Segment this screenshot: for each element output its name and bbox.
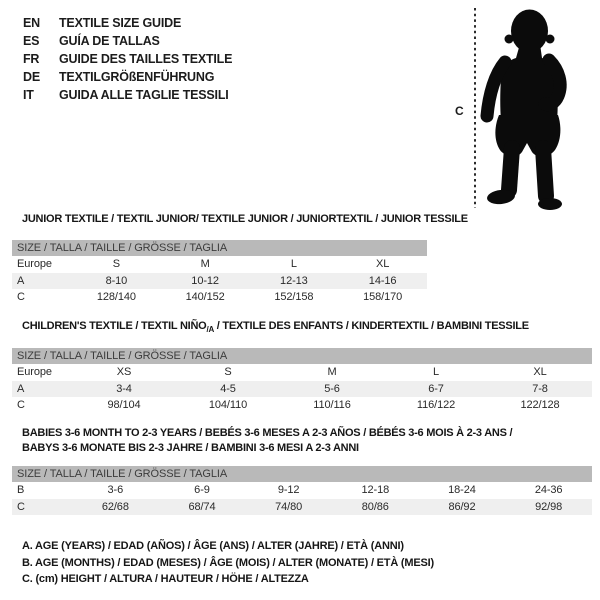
size-header-bar bbox=[12, 240, 427, 256]
size-header-label: SIZE / TALLA / TAILLE / GRÖSSE / TAGLIA bbox=[12, 466, 592, 482]
row-label: Europe bbox=[17, 366, 52, 379]
size-cell: 3-6 bbox=[107, 484, 124, 497]
junior-section-title: JUNIOR TEXTILE / TEXTIL JUNIOR/ TEXTILE JUNIOR / JUNIORTEXTIL / JUNIOR TESSILE bbox=[22, 213, 468, 225]
size-cell: 104/110 bbox=[208, 399, 248, 412]
table-row-a bbox=[12, 381, 592, 398]
size-cell: 68/74 bbox=[159, 499, 246, 516]
language-title: GUÍA DE TALLAS bbox=[59, 34, 160, 48]
size-cell: 9-12 bbox=[277, 484, 300, 497]
size-cell: 122/128 bbox=[520, 399, 560, 412]
language-code: IT bbox=[23, 88, 34, 102]
children-title-subscript: /A bbox=[206, 324, 214, 334]
size-cell: M bbox=[327, 366, 337, 379]
table-row-b bbox=[12, 482, 592, 499]
language-header bbox=[23, 14, 232, 104]
size-cell: 98/104 bbox=[107, 399, 141, 412]
row-label: B bbox=[17, 484, 25, 497]
language-row-es bbox=[23, 32, 232, 50]
size-cell: 12-13 bbox=[250, 273, 339, 290]
size-cell: 116/122 bbox=[416, 399, 456, 412]
size-cell: M bbox=[200, 258, 210, 271]
babies-title-line1: BABIES 3-6 MONTH TO 2-3 YEARS / BEBÉS 3-6 MESES A 2-3 AÑOS / BÉBÉS 3-6 MOIS À 2-3 ANS / bbox=[22, 427, 513, 439]
baby-figure bbox=[450, 0, 600, 215]
size-cell: XL bbox=[533, 366, 547, 379]
size-header-bar bbox=[12, 466, 592, 482]
size-header-label: SIZE / TALLA / TAILLE / GRÖSSE / TAGLIA bbox=[12, 348, 592, 364]
size-cell: 74/80 bbox=[245, 499, 332, 516]
size-cell: 24-36 bbox=[534, 484, 563, 497]
size-cell: XL bbox=[375, 258, 390, 271]
size-cell: 128/140 bbox=[96, 291, 136, 304]
table-row-a bbox=[12, 273, 427, 290]
children-title-pre: CHILDREN'S TEXTILE / TEXTIL NIÑO bbox=[22, 320, 207, 332]
size-cell: 6-7 bbox=[384, 381, 488, 398]
legend-line-b: B. AGE (MONTHS) / EDAD (MESES) / ÂGE (MOIS) / ALTER (MONATE) / ETÀ (MESI) bbox=[22, 556, 434, 569]
language-code: FR bbox=[23, 52, 40, 66]
size-cell: S bbox=[224, 366, 232, 379]
row-label: C bbox=[12, 499, 72, 516]
row-label: A bbox=[12, 273, 72, 290]
size-header-label: SIZE / TALLA / TAILLE / GRÖSSE / TAGLIA bbox=[12, 240, 427, 256]
legend-line-a: A. AGE (YEARS) / EDAD (AÑOS) / ÂGE (ANS) / ALTER (JAHRE) / ETÀ (ANNI) bbox=[22, 540, 404, 552]
size-cell: 110/116 bbox=[313, 399, 351, 412]
language-title: TEXTILGRÖßENFÜHRUNG bbox=[59, 70, 215, 84]
baby-silhouette-image bbox=[450, 0, 600, 215]
size-cell: 86/92 bbox=[419, 499, 506, 516]
language-title: TEXTILE SIZE GUIDE bbox=[59, 16, 182, 30]
row-label: A bbox=[12, 381, 72, 398]
size-cell: 152/158 bbox=[274, 291, 314, 304]
table-row-europe bbox=[12, 256, 427, 273]
table-row-c bbox=[12, 289, 427, 306]
size-cell: 62/68 bbox=[72, 499, 159, 516]
size-cell: 140/152 bbox=[185, 291, 225, 304]
row-label: C bbox=[17, 399, 25, 412]
size-cell: XS bbox=[116, 366, 132, 379]
height-marker-label: C bbox=[455, 104, 464, 118]
legend-line-c: C. (cm) HEIGHT / ALTURA / HAUTEUR / HÖHE / ALTEZZA bbox=[22, 573, 309, 585]
table-row-europe bbox=[12, 364, 592, 381]
size-cell: L bbox=[290, 258, 297, 271]
children-section-title bbox=[22, 320, 529, 332]
language-title: GUIDE DES TAILLES TEXTILE bbox=[59, 52, 233, 66]
size-cell: 158/170 bbox=[363, 291, 403, 304]
size-cell: 5-6 bbox=[280, 381, 384, 398]
size-cell: 7-8 bbox=[488, 381, 592, 398]
babies-section-title bbox=[22, 426, 512, 456]
size-cell: S bbox=[112, 258, 120, 271]
language-row-it bbox=[23, 86, 232, 104]
size-cell: 18-24 bbox=[448, 484, 476, 497]
junior-size-table bbox=[12, 240, 427, 306]
size-cell: 12-18 bbox=[361, 484, 390, 497]
language-row-en bbox=[23, 14, 232, 32]
babies-title-line2: BABYS 3-6 MONATE BIS 2-3 JAHRE / BAMBINI 3-6 MESI A 2-3 ANNI bbox=[22, 442, 359, 454]
language-row-de bbox=[23, 68, 232, 86]
size-cell: 4-5 bbox=[176, 381, 280, 398]
measurement-legend bbox=[22, 538, 434, 588]
baby-silhouette bbox=[495, 10, 560, 157]
size-cell: 6-9 bbox=[194, 484, 210, 497]
language-code: ES bbox=[23, 34, 40, 48]
size-cell: 3-4 bbox=[72, 381, 176, 398]
size-header-bar bbox=[12, 348, 592, 364]
babies-size-table bbox=[12, 466, 592, 515]
table-row-c bbox=[12, 397, 592, 414]
language-title: GUIDA ALLE TAGLIE TESSILI bbox=[59, 88, 229, 102]
size-cell: L bbox=[432, 366, 440, 379]
size-cell: 14-16 bbox=[338, 273, 427, 290]
size-cell: 80/86 bbox=[332, 499, 419, 516]
size-cell: 92/98 bbox=[505, 499, 592, 516]
language-row-fr bbox=[23, 50, 232, 68]
children-title-post: / TEXTILE DES ENFANTS / KINDERTEXTIL / BAMBINI TESSILE bbox=[213, 320, 529, 332]
children-size-table bbox=[12, 348, 592, 414]
row-label: C bbox=[17, 291, 25, 304]
table-row-c bbox=[12, 499, 592, 516]
row-label: Europe bbox=[17, 258, 52, 271]
language-code: EN bbox=[23, 16, 40, 30]
size-cell: 10-12 bbox=[161, 273, 250, 290]
size-cell: 8-10 bbox=[72, 273, 161, 290]
language-code: DE bbox=[23, 70, 40, 84]
